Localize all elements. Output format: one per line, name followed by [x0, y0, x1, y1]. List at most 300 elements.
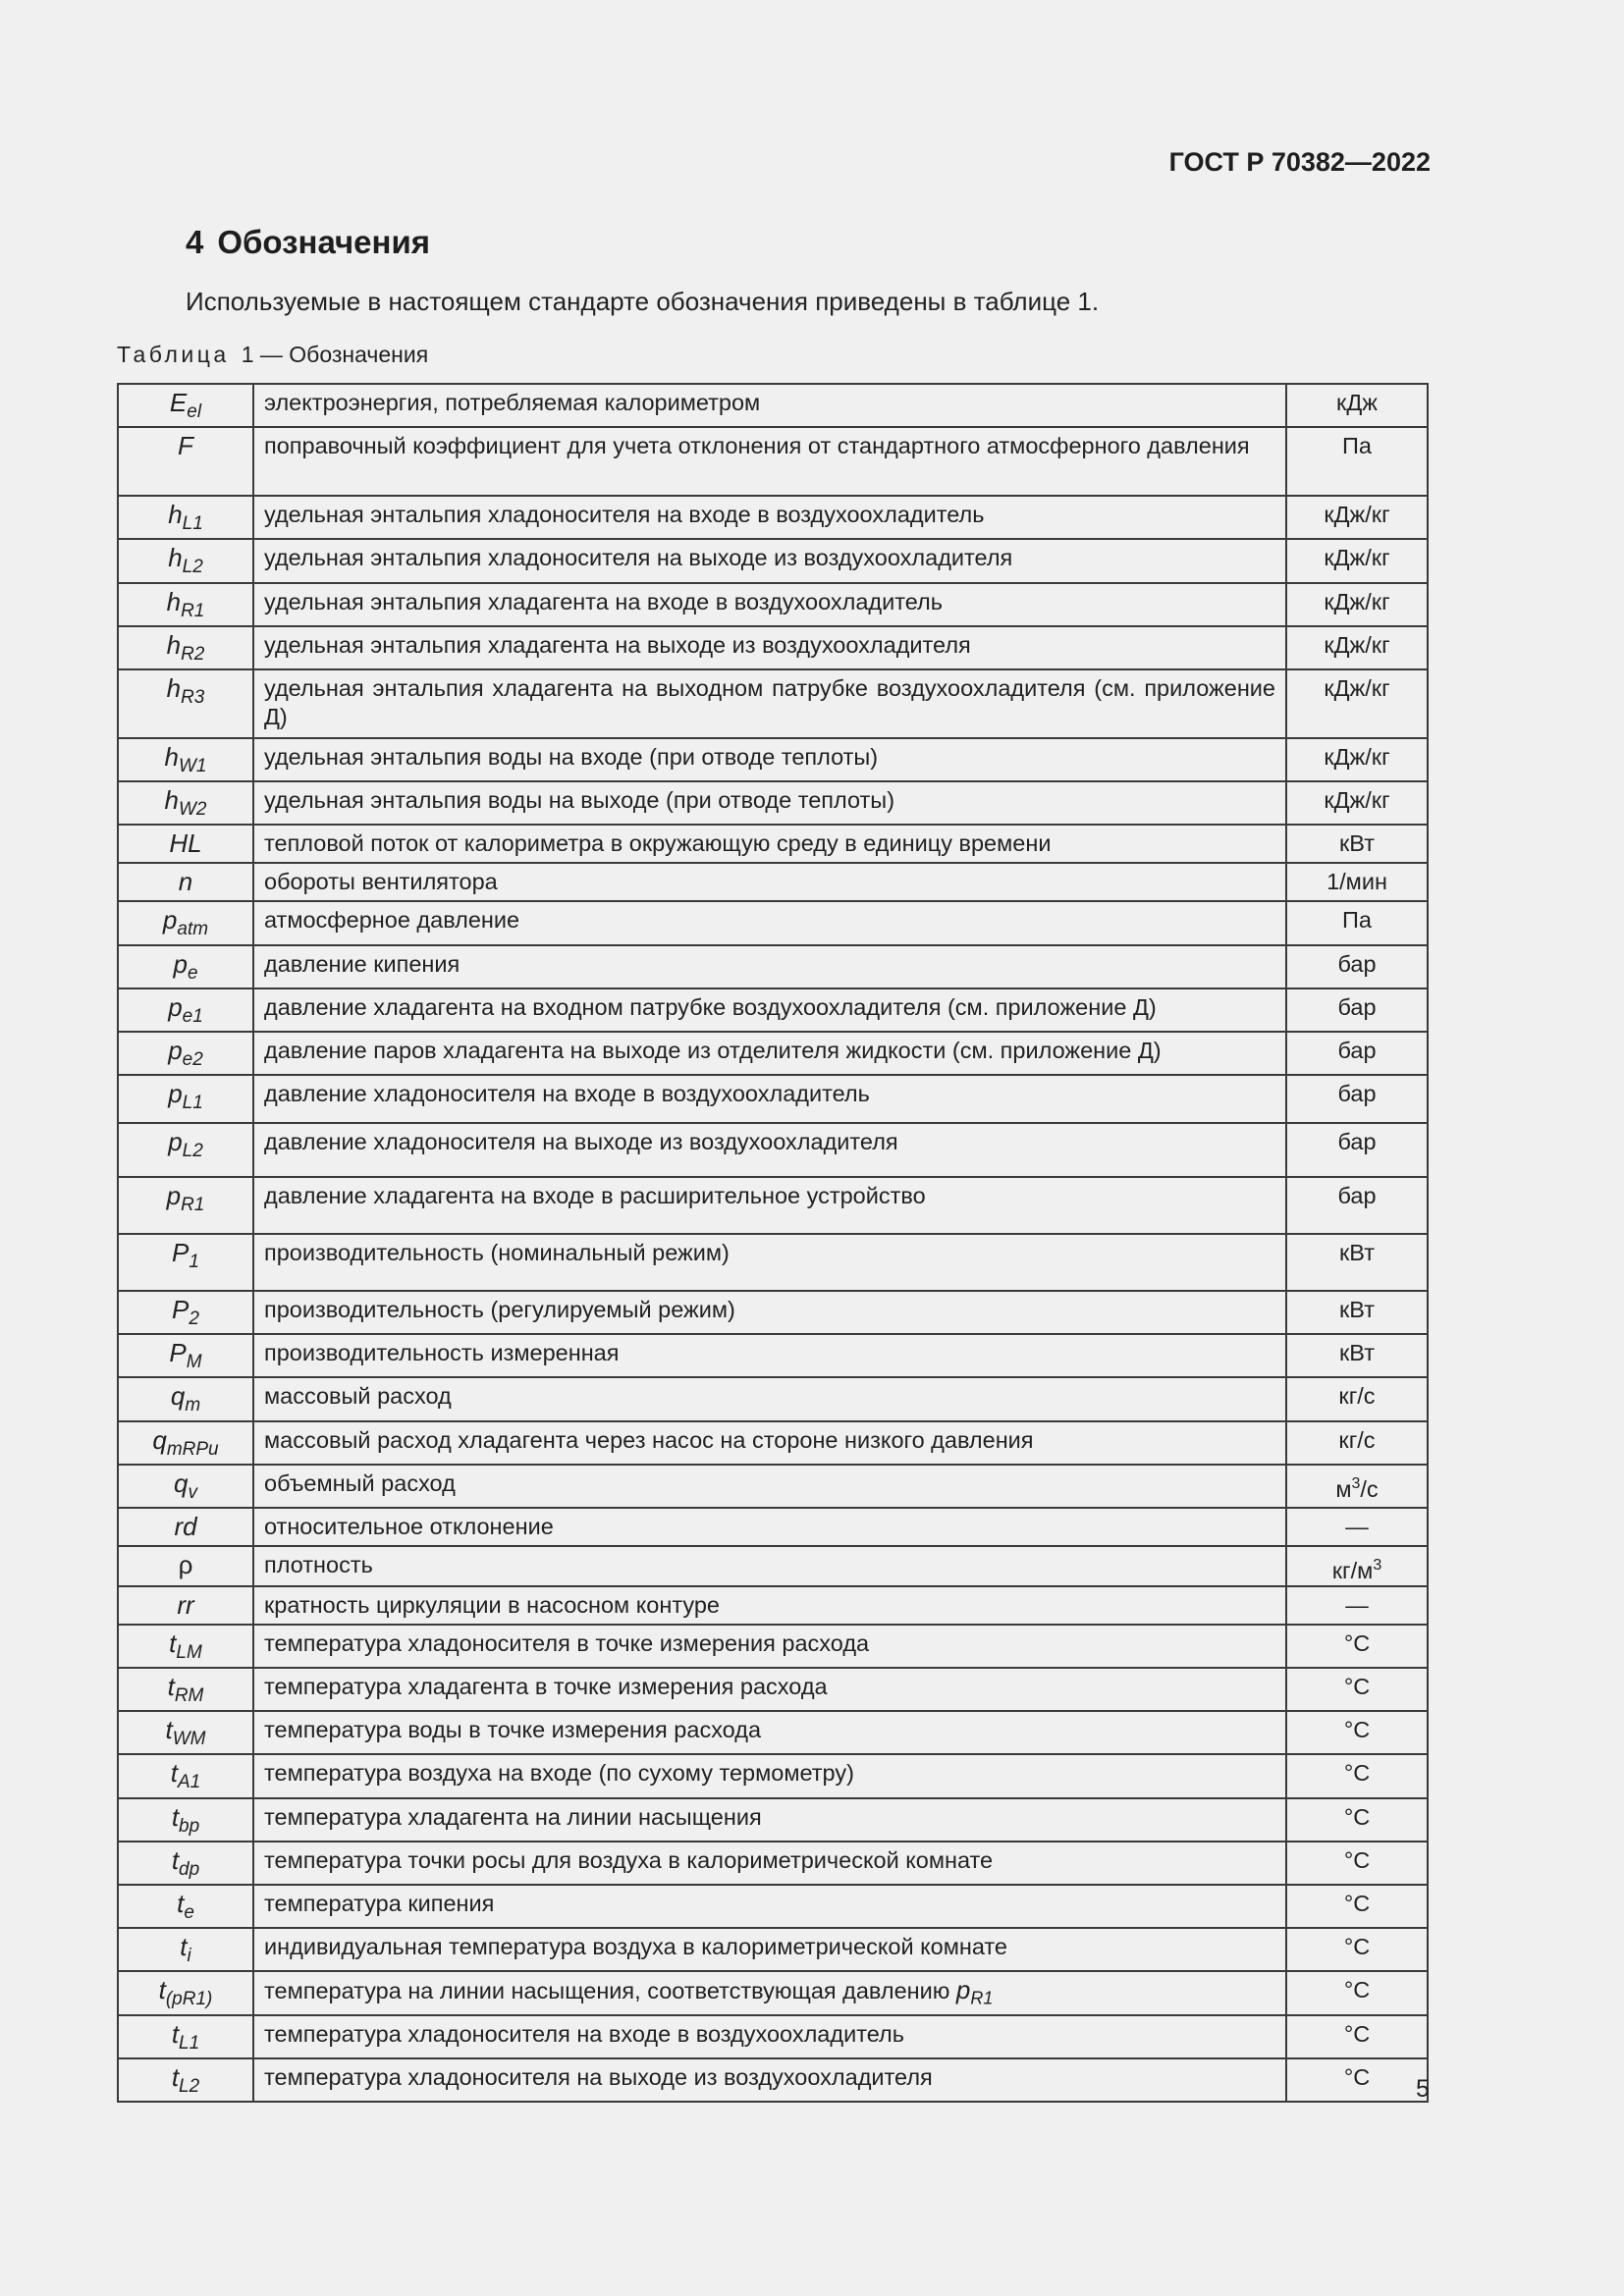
description-cell: [253, 669, 1286, 738]
table-row: [118, 1625, 1428, 1668]
unit-cell: [1286, 1546, 1428, 1586]
symbol-subscript: e: [187, 962, 198, 984]
symbol-cell: [118, 1508, 253, 1546]
symbol-cell: [118, 1885, 253, 1928]
unit-text: —: [1345, 1591, 1369, 1618]
description-text: относительное отклонение: [264, 1514, 554, 1539]
symbol-cell: [118, 1586, 253, 1625]
description-text: температура хладагента в точке измерения расхода: [264, 1674, 828, 1700]
unit-cell: [1286, 945, 1428, 988]
description-cell: [253, 738, 1286, 781]
symbol-cell: [118, 427, 253, 496]
symbol-subscript: L2: [182, 557, 203, 578]
symbol-letter: F: [178, 431, 193, 461]
unit-text: бар: [1337, 1081, 1377, 1107]
symbol-subscript: WM: [172, 1729, 206, 1750]
symbol-cell: [118, 1625, 253, 1668]
symbol-letter: t: [169, 1628, 177, 1658]
symbol-subscript: LM: [176, 1642, 202, 1664]
description-text: давление хладоносителя на выходе из воздухоохладителя: [264, 1129, 898, 1155]
section-number: 4: [186, 224, 204, 260]
symbol-cell: [118, 1123, 253, 1177]
description-text: температура воды в точке измерения расхода: [264, 1717, 762, 1743]
table-row: [118, 781, 1428, 825]
unit-cell: [1286, 2058, 1428, 2102]
unit-cell: [1286, 1334, 1428, 1377]
unit-cell: [1286, 1625, 1428, 1668]
table-row: [118, 863, 1428, 901]
unit-text: кВт: [1339, 1240, 1375, 1266]
table-row: [118, 539, 1428, 582]
unit-cell: [1286, 669, 1428, 738]
symbol-cell: [118, 496, 253, 539]
description-cell: [253, 1334, 1286, 1377]
unit-cell: [1286, 1508, 1428, 1546]
unit-cell: [1286, 539, 1428, 582]
symbol-subscript: 2: [189, 1308, 199, 1330]
symbol-letter: P: [169, 1338, 187, 1368]
table-row: [118, 1291, 1428, 1334]
description-cell: [253, 539, 1286, 582]
description-text: кратность циркуляции в насосном контуре: [264, 1591, 720, 1618]
description-cell: [253, 384, 1286, 427]
symbol-letter: rr: [177, 1589, 194, 1620]
symbol-subscript: (pR1): [165, 1989, 213, 2010]
symbol-subscript: el: [187, 401, 202, 423]
description-text: удельная энтальпия хладоносителя на выходе из воздухоохладителя: [264, 545, 1013, 571]
table-row: [118, 1377, 1428, 1420]
table-row: [118, 1421, 1428, 1465]
description-text: массовый расход хладагента через насос на стороне низкого давления: [264, 1426, 1034, 1453]
unit-text: Па: [1342, 907, 1372, 934]
unit-cell: [1286, 781, 1428, 825]
unit-cell: [1286, 1075, 1428, 1123]
unit-cell: [1286, 1123, 1428, 1177]
description-text: тепловой поток от калориметра в окружающую среду в единицу времени: [264, 830, 1052, 857]
symbol-letter: t: [158, 1975, 166, 2005]
symbol-letter: h: [166, 586, 182, 616]
symbol-letter: h: [164, 741, 179, 772]
symbol-letter: t: [171, 2061, 180, 2092]
table-row: [118, 1928, 1428, 1971]
description-text: плотность: [264, 1552, 373, 1577]
symbol-letter: n: [178, 867, 193, 897]
unit-cell: [1286, 988, 1428, 1032]
symbol-letter: P: [172, 1295, 189, 1325]
unit-text: °C: [1343, 1934, 1371, 1960]
unit-cell: [1286, 2015, 1428, 2058]
description-cell: [253, 1711, 1286, 1754]
symbol-letter: t: [167, 1672, 175, 1702]
symbol-subscript: L2: [179, 2075, 200, 2097]
description-cell: [253, 2015, 1286, 2058]
symbol-cell: [118, 1971, 253, 2014]
symbol-subscript: L1: [182, 1093, 203, 1114]
table-caption-text: 1 — Обозначения: [241, 342, 429, 367]
description-text: давление паров хладагента на выходе из отделителя жидкости (см. приложение Д): [264, 1037, 1162, 1063]
description-text: производительность измеренная: [264, 1340, 620, 1366]
description-cell: [253, 781, 1286, 825]
table-row: [118, 901, 1428, 944]
unit-text: °C: [1343, 1760, 1371, 1787]
symbol-subscript: v: [188, 1482, 197, 1503]
symbol-subscript: L1: [182, 513, 203, 535]
unit-text: °C: [1343, 2063, 1371, 2090]
description-text: поправочный коэффициент для учета отклонения от стандартного атмосферного давления: [264, 433, 1250, 459]
description-cell: [253, 1465, 1286, 1508]
description-text: давление хладагента на входе в расширительное устройство: [264, 1183, 926, 1209]
symbol-letter: h: [168, 543, 183, 573]
symbol-subscript: R1: [181, 600, 205, 621]
symbol-cell: [118, 1798, 253, 1842]
unit-text: бар: [1337, 1129, 1377, 1155]
unit-cell: [1286, 1377, 1428, 1420]
symbol-letter: t: [171, 1801, 180, 1832]
table-row: [118, 2058, 1428, 2102]
description-text: объемный расход: [264, 1469, 456, 1496]
inline-symbol-subscript: R1: [970, 1989, 994, 2009]
symbol-cell: [118, 1234, 253, 1291]
unit-text: °C: [1343, 1977, 1371, 2003]
unit-text: °C: [1343, 1717, 1371, 1743]
table-row: [118, 945, 1428, 988]
unit-cell: [1286, 1928, 1428, 1971]
table-row: [118, 1546, 1428, 1586]
unit-text: бар: [1337, 950, 1377, 977]
table-row: [118, 583, 1428, 626]
symbol-subscript: bp: [179, 1815, 200, 1837]
symbol-cell: [118, 1754, 253, 1797]
symbol-letter: t: [180, 1932, 188, 1962]
unit-text: кВт: [1339, 1340, 1375, 1366]
unit-text: бар: [1337, 1037, 1377, 1063]
unit-cell: [1286, 1465, 1428, 1508]
description-text: удельная энтальпия хладагента на выходном патрубке воздухоохладителя (см. приложение Д): [264, 674, 1275, 729]
description-text: температура хладоносителя в точке измерения расхода: [264, 1629, 870, 1656]
symbol-letter: t: [165, 1715, 173, 1745]
unit-cell: [1286, 901, 1428, 944]
unit-cell: [1286, 1421, 1428, 1465]
description-text: индивидуальная температура воздуха в калориметрической комнате: [264, 1934, 1007, 1960]
unit-text: Па: [1342, 433, 1372, 459]
unit-text: кВт: [1339, 1297, 1375, 1323]
unit-text: бар: [1337, 1183, 1377, 1209]
unit-cell: [1286, 1971, 1428, 2014]
symbol-letter: p: [168, 991, 183, 1022]
table-row: [118, 1234, 1428, 1291]
symbol-letter: rd: [174, 1512, 197, 1541]
symbol-letter: h: [166, 672, 182, 703]
description-cell: [253, 1928, 1286, 1971]
symbol-cell: [118, 1928, 253, 1971]
unit-tail: /с: [1360, 1475, 1379, 1502]
intro-paragraph: Используемые в настоящем стандарте обозначения приведены в таблице 1.: [186, 287, 1100, 316]
symbol-cell: [118, 1711, 253, 1754]
unit-text: м: [1335, 1475, 1352, 1502]
table-row: [118, 1032, 1428, 1075]
symbol-cell: [118, 988, 253, 1032]
symbol-letter: t: [171, 2018, 180, 2049]
description-text: температура хладоносителя на входе в воздухоохладитель: [264, 2020, 904, 2047]
description-cell: [253, 1508, 1286, 1546]
unit-text: °C: [1343, 1846, 1371, 1873]
symbol-subscript: dp: [179, 1858, 200, 1880]
unit-superscript: 3: [1351, 1474, 1361, 1492]
description-cell: [253, 1668, 1286, 1711]
table-row: [118, 1465, 1428, 1508]
unit-text: °C: [1343, 1629, 1371, 1656]
symbol-letter: h: [168, 500, 183, 530]
description-text: производительность (регулируемый режим): [264, 1297, 735, 1323]
symbol-cell: [118, 781, 253, 825]
symbol-subscript: e2: [182, 1049, 203, 1071]
unit-text: °C: [1343, 2020, 1371, 2047]
description-text: удельная энтальпия хладагента на выходе из воздухоохладителя: [264, 631, 971, 658]
description-cell: [253, 1234, 1286, 1291]
symbol-cell: [118, 1546, 253, 1586]
table-row: [118, 1842, 1428, 1885]
unit-superscript: 3: [1373, 1557, 1382, 1574]
page-number: 5: [1416, 2075, 1430, 2103]
section-heading: [186, 224, 430, 261]
table-row: [118, 427, 1428, 496]
table-row: [118, 1798, 1428, 1842]
description-cell: [253, 496, 1286, 539]
symbol-subscript: i: [187, 1946, 191, 1967]
table-row: [118, 1075, 1428, 1123]
description-text: обороты вентилятора: [264, 869, 498, 895]
unit-text: кДж/кг: [1324, 545, 1390, 571]
symbol-subscript: RM: [174, 1685, 204, 1707]
description-cell: [253, 1586, 1286, 1625]
description-cell: [253, 901, 1286, 944]
unit-text: бар: [1337, 993, 1377, 1020]
symbol-cell: [118, 1177, 253, 1234]
description-cell: [253, 988, 1286, 1032]
table-row: [118, 1334, 1428, 1377]
table-row: [118, 1508, 1428, 1546]
table-row: [118, 1668, 1428, 1711]
table-caption-word: Таблица: [117, 342, 230, 367]
unit-text: —: [1345, 1514, 1369, 1539]
unit-cell: [1286, 1711, 1428, 1754]
unit-cell: [1286, 1842, 1428, 1885]
unit-text: °C: [1343, 1674, 1371, 1700]
unit-text: °C: [1343, 1803, 1371, 1830]
symbol-cell: [118, 901, 253, 944]
description-text: температура точки росы для воздуха в калориметрической комнате: [264, 1846, 994, 1873]
table-row: [118, 384, 1428, 427]
table-row: [118, 1754, 1428, 1797]
section-title: Обозначения: [217, 224, 430, 260]
symbol-cell: [118, 669, 253, 738]
description-text: температура хладоносителя на выходе из воздухоохладителя: [264, 2063, 933, 2090]
symbol-subscript: 1: [189, 1252, 199, 1273]
unit-cell: [1286, 1798, 1428, 1842]
document-code: ГОСТ Р 70382—2022: [1168, 147, 1431, 177]
symbol-subscript: m: [185, 1395, 201, 1416]
unit-cell: [1286, 1668, 1428, 1711]
description-text: удельная энтальпия хладоносителя на входе в воздухоохладитель: [264, 502, 985, 528]
symbol-cell: [118, 583, 253, 626]
symbol-subscript: mRPu: [166, 1438, 219, 1460]
symbol-letter: p: [168, 1035, 183, 1065]
description-text: атмосферное давление: [264, 907, 520, 934]
unit-cell: [1286, 1885, 1428, 1928]
table-caption: [117, 342, 428, 368]
symbol-subscript: e1: [182, 1005, 203, 1027]
description-cell: [253, 1754, 1286, 1797]
description-cell: [253, 1798, 1286, 1842]
symbol-letter: t: [170, 1758, 178, 1789]
unit-text: кг/с: [1338, 1383, 1376, 1410]
unit-text: 1/мин: [1326, 869, 1387, 895]
description-cell: [253, 1842, 1286, 1885]
description-text: давление кипения: [264, 950, 460, 977]
symbol-cell: [118, 384, 253, 427]
symbol-cell: [118, 1032, 253, 1075]
description-cell: [253, 945, 1286, 988]
table-row: [118, 1885, 1428, 1928]
symbol-letter: p: [173, 948, 188, 979]
description-cell: [253, 863, 1286, 901]
symbol-cell: [118, 1075, 253, 1123]
symbol-letter: t: [177, 1888, 185, 1918]
unit-text: кДж/кг: [1324, 787, 1390, 814]
unit-cell: [1286, 427, 1428, 496]
description-text: температура на линии насыщения, соответствующая давлению: [264, 1978, 956, 2004]
symbol-subscript: L2: [182, 1141, 203, 1162]
description-cell: [253, 1032, 1286, 1075]
table-row: [118, 669, 1428, 738]
unit-text: кДж/кг: [1324, 588, 1390, 614]
description-text: давление хладоносителя на входе в воздухоохладитель: [264, 1081, 870, 1107]
symbol-cell: [118, 1842, 253, 1885]
table-row: [118, 738, 1428, 781]
symbol-cell: [118, 539, 253, 582]
description-cell: [253, 1177, 1286, 1234]
description-text: производительность (номинальный режим): [264, 1240, 730, 1266]
symbol-subscript: A1: [177, 1772, 201, 1793]
symbol-cell: [118, 2058, 253, 2102]
symbol-letter: ρ: [178, 1550, 193, 1579]
symbol-cell: [118, 945, 253, 988]
unit-cell: [1286, 1177, 1428, 1234]
unit-cell: [1286, 1291, 1428, 1334]
symbol-cell: [118, 1668, 253, 1711]
unit-text: кВт: [1339, 830, 1375, 857]
unit-cell: [1286, 738, 1428, 781]
symbol-cell: [118, 825, 253, 863]
table-row: [118, 1586, 1428, 1625]
symbol-letter: p: [166, 1181, 182, 1211]
unit-text: кДж/кг: [1324, 743, 1390, 770]
unit-cell: [1286, 1032, 1428, 1075]
description-cell: [253, 1291, 1286, 1334]
table-row: [118, 2015, 1428, 2058]
unit-text: кДж/кг: [1324, 674, 1390, 701]
description-cell: [253, 1971, 1286, 2014]
unit-cell: [1286, 384, 1428, 427]
symbol-subscript: L1: [179, 2032, 200, 2054]
symbol-cell: [118, 1377, 253, 1420]
table-row: [118, 1123, 1428, 1177]
symbol-subscript: R3: [181, 687, 205, 709]
symbol-cell: [118, 738, 253, 781]
description-text: электроэнергия, потребляемая калориметром: [264, 390, 761, 415]
symbol-letter: P: [172, 1238, 189, 1268]
description-cell: [253, 1421, 1286, 1465]
description-cell: [253, 583, 1286, 626]
symbol-subscript: W1: [178, 756, 207, 777]
description-text: удельная энтальпия воды на входе (при отводе теплоты): [264, 743, 879, 770]
unit-cell: [1286, 1586, 1428, 1625]
description-cell: [253, 1885, 1286, 1928]
symbol-letter: HL: [169, 828, 202, 859]
description-cell: [253, 825, 1286, 863]
symbol-subscript: M: [186, 1352, 202, 1373]
symbol-cell: [118, 1421, 253, 1465]
symbol-letter: q: [174, 1468, 189, 1498]
unit-cell: [1286, 825, 1428, 863]
description-cell: [253, 1377, 1286, 1420]
description-cell: [253, 626, 1286, 669]
description-text: температура воздуха на входе (по сухому термометру): [264, 1760, 854, 1787]
description-text: давление хладагента на входном патрубке воздухоохладителя (см. приложение Д): [264, 993, 1157, 1020]
unit-text: кДж: [1336, 390, 1378, 415]
symbol-letter: h: [166, 629, 182, 660]
description-cell: [253, 1123, 1286, 1177]
symbol-subscript: R2: [181, 643, 205, 665]
description-text: удельная энтальпия воды на выходе (при отводе теплоты): [264, 787, 895, 814]
symbol-letter: h: [164, 785, 179, 816]
unit-cell: [1286, 863, 1428, 901]
table-row: [118, 825, 1428, 863]
symbol-subscript: R1: [181, 1195, 205, 1216]
description-text: температура хладагента на линии насыщения: [264, 1803, 762, 1830]
symbol-subscript: e: [184, 1902, 194, 1924]
unit-cell: [1286, 583, 1428, 626]
description-cell: [253, 2058, 1286, 2102]
unit-cell: [1286, 1234, 1428, 1291]
unit-text: °C: [1343, 1890, 1371, 1916]
table-row: [118, 1971, 1428, 2014]
symbol-subscript: atm: [177, 919, 209, 940]
unit-cell: [1286, 496, 1428, 539]
symbol-letter: q: [152, 1424, 167, 1455]
symbol-letter: p: [168, 1127, 183, 1157]
symbol-letter: p: [168, 1079, 183, 1109]
symbol-cell: [118, 2015, 253, 2058]
symbol-letter: E: [169, 388, 188, 417]
description-text: температура кипения: [264, 1890, 495, 1916]
description-text: удельная энтальпия хладагента на входе в воздухоохладитель: [264, 588, 943, 614]
symbol-cell: [118, 1334, 253, 1377]
symbol-letter: t: [171, 1844, 180, 1875]
symbols-table: [117, 383, 1429, 2103]
symbol-subscript: W2: [178, 799, 207, 821]
unit-text: кг/с: [1338, 1426, 1376, 1453]
unit-text: кДж/кг: [1324, 631, 1390, 658]
unit-cell: [1286, 626, 1428, 669]
table-row: [118, 1177, 1428, 1234]
description-cell: [253, 427, 1286, 496]
description-cell: [253, 1075, 1286, 1123]
inline-symbol: p: [955, 1975, 971, 2005]
symbol-letter: p: [162, 905, 178, 935]
description-text: массовый расход: [264, 1383, 452, 1410]
unit-cell: [1286, 1754, 1428, 1797]
